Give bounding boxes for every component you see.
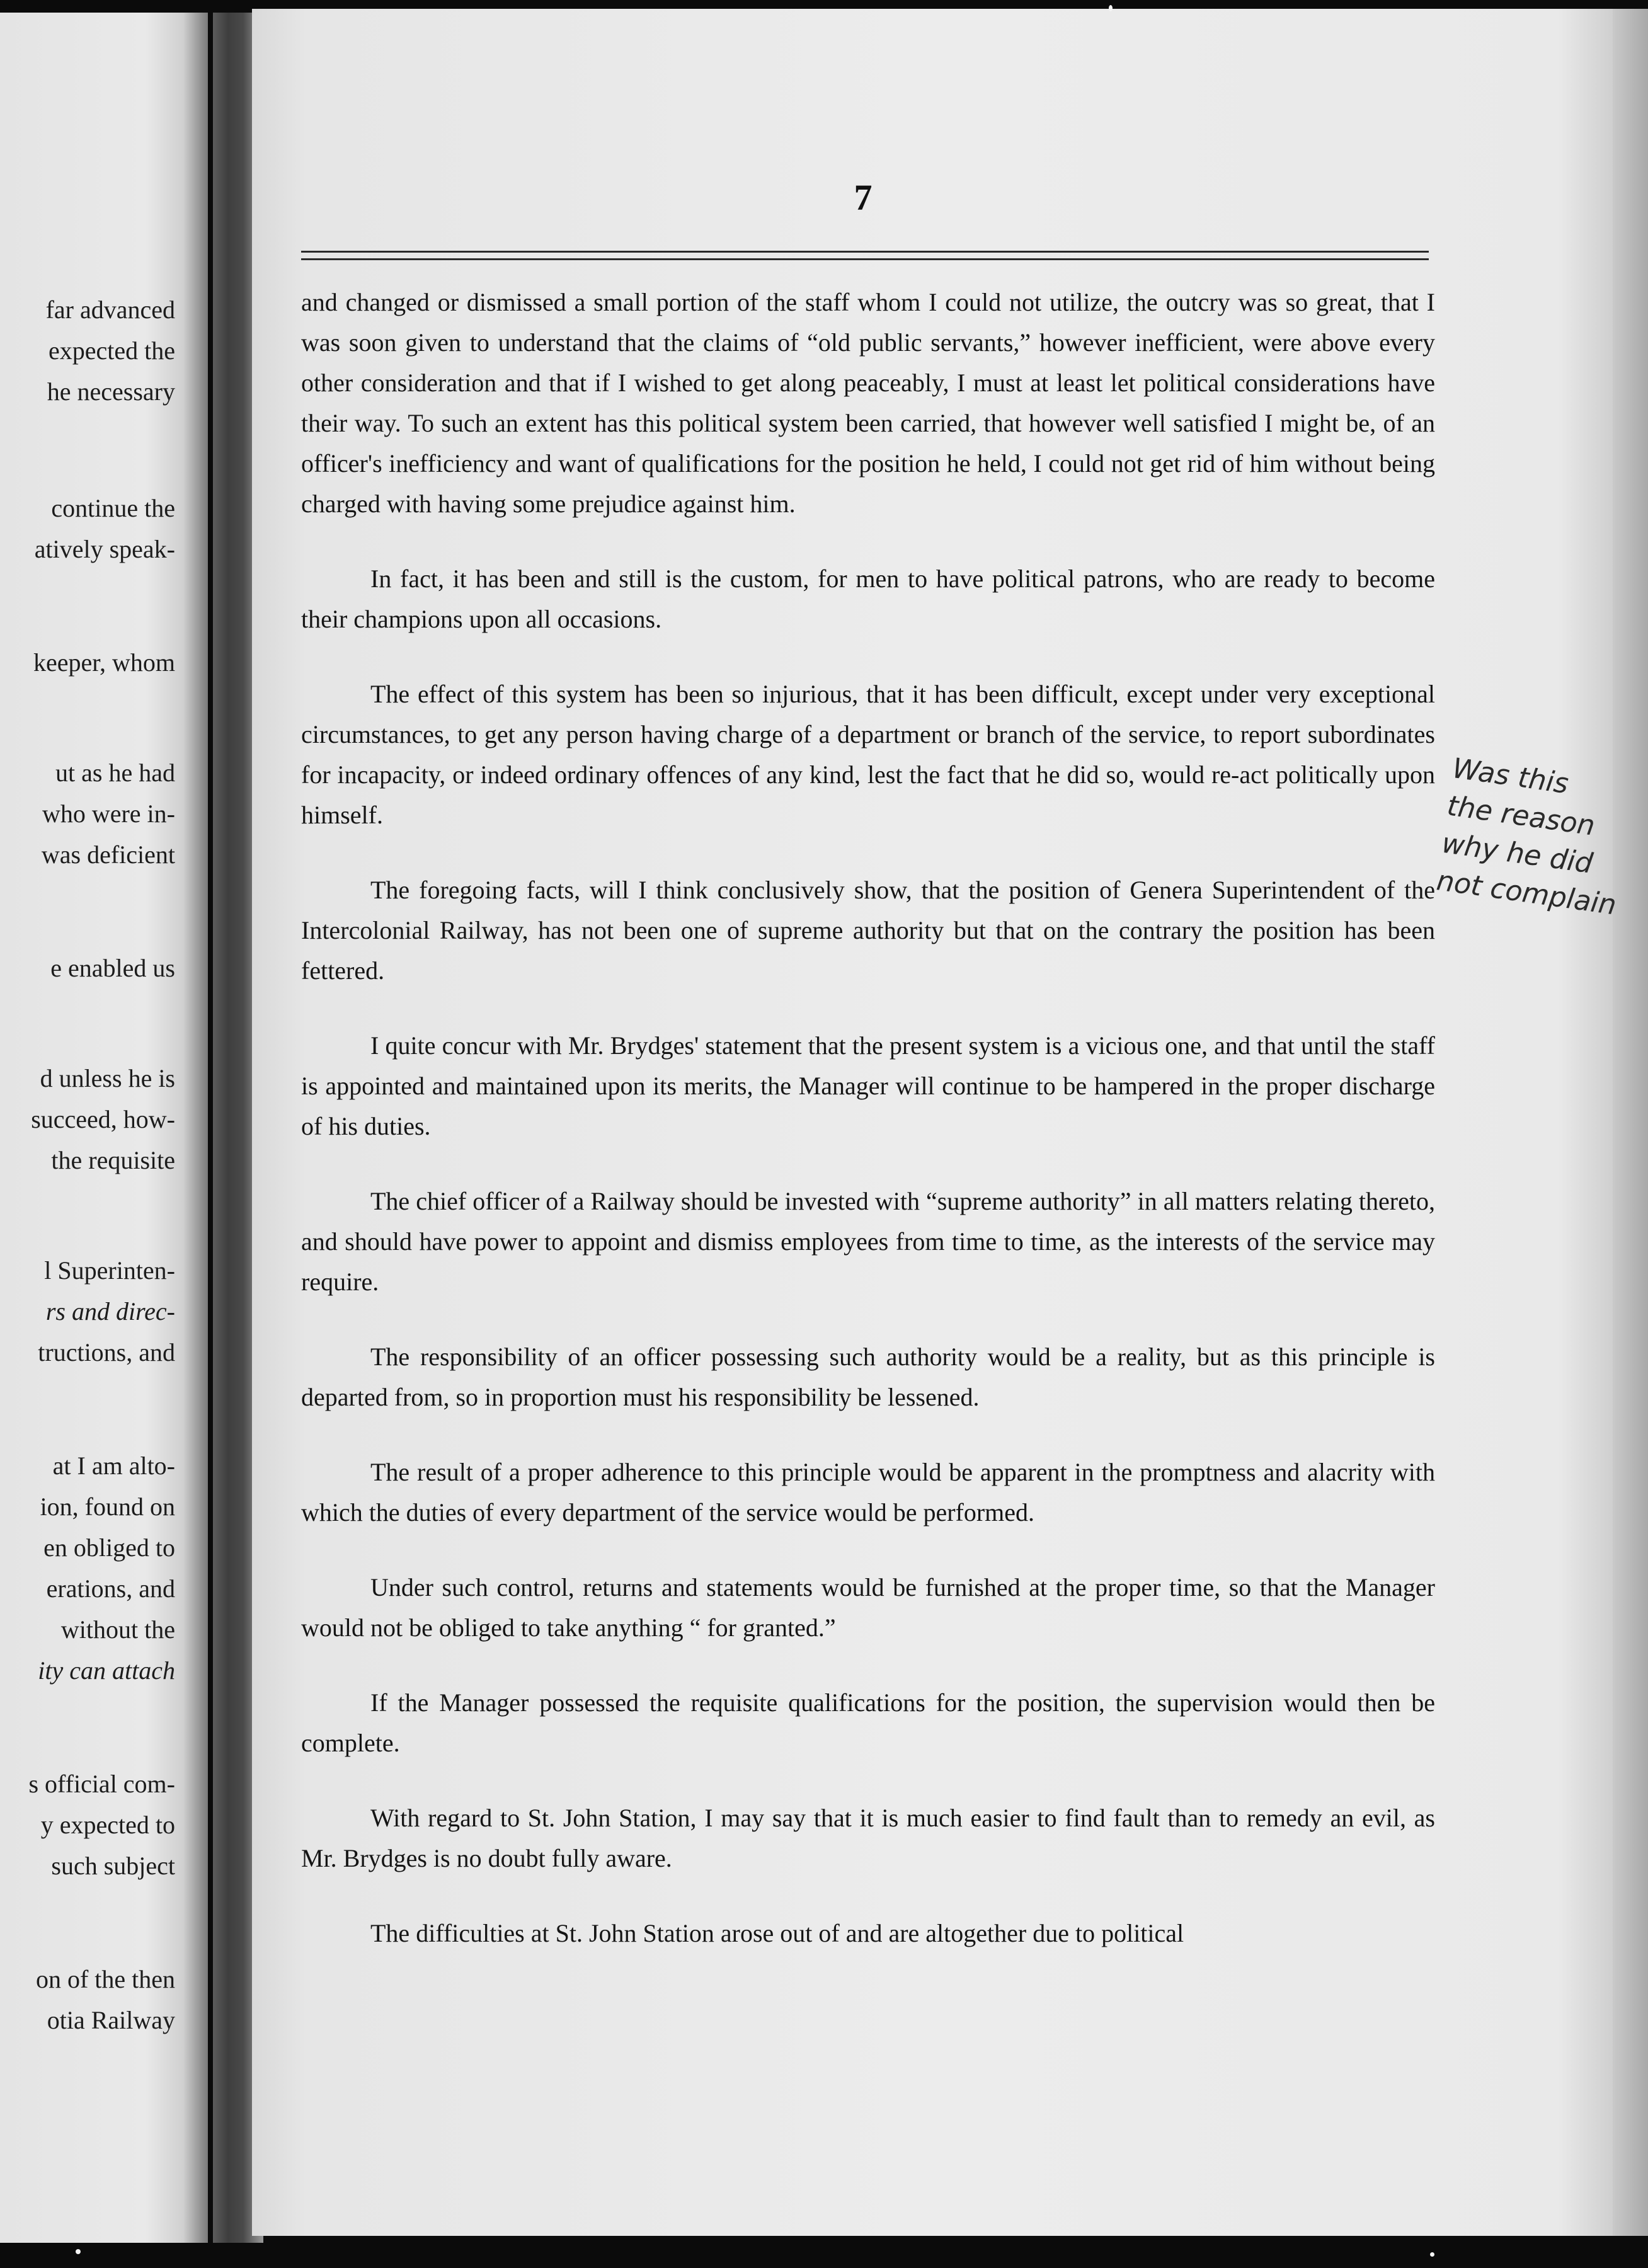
annotation-line: why he did bbox=[1439, 827, 1595, 880]
paragraph: The result of a proper adherence to this principle would be apparent in the promptness and alacrity with which the duties of every department of the service would be performed. bbox=[301, 1458, 1435, 1526]
speck bbox=[1109, 5, 1113, 11]
paragraph: The responsibility of an officer possessing such authority would be a reality, but as this principle is departed from, so in proportion must his responsibility be lessened. bbox=[301, 1343, 1435, 1411]
speck bbox=[1430, 2252, 1434, 2257]
facing-page-line: ion, found on bbox=[40, 1492, 175, 1521]
page-number: 7 bbox=[854, 177, 873, 218]
facing-page-line: rs and direc- bbox=[45, 1297, 175, 1326]
facing-page-line: far advanced bbox=[45, 295, 175, 324]
paragraph: The difficulties at St. John Station arose out of and are altogether due to political bbox=[370, 1919, 1184, 1947]
facing-page-line: s official com- bbox=[28, 1770, 175, 1798]
facing-page-line: expected the bbox=[49, 336, 175, 365]
facing-page-line: otia Railway bbox=[47, 2006, 175, 2034]
facing-page-line: who were in- bbox=[42, 799, 175, 828]
facing-page-line: on of the then bbox=[35, 1965, 175, 1993]
body-text bbox=[301, 282, 1435, 1988]
facing-page-line: tructions, and bbox=[38, 1338, 175, 1366]
facing-page-line: keeper, whom bbox=[33, 648, 175, 677]
facing-page-line: atively speak- bbox=[34, 535, 175, 563]
paragraph: I quite concur with Mr. Brydges' statement that the present system is a vicious one, and that until the staff is appointed and maintained upon its merits, the Manager will continue to be hampered in the proper discharge of his duties. bbox=[301, 1031, 1435, 1140]
paragraph: The foregoing facts, will I think conclusively show, that the position of Genera Superintendent of the Intercolonial Railway, has not been one of supreme authority but that on the contrary the position has been fettered. bbox=[301, 876, 1435, 985]
paragraph: If the Manager possessed the requisite qualifications for the position, the supervision would then be complete. bbox=[301, 1688, 1435, 1757]
facing-page-line: succeed, how- bbox=[31, 1105, 175, 1133]
facing-page-line: was deficient bbox=[41, 840, 175, 869]
page-edge bbox=[1613, 9, 1648, 2236]
speck bbox=[76, 2249, 81, 2254]
handwritten-annotation bbox=[1434, 750, 1648, 927]
header-rule-top bbox=[301, 251, 1429, 253]
facing-page-line: erations, and bbox=[46, 1574, 175, 1603]
header-rule-bottom bbox=[301, 258, 1429, 260]
facing-page-line: such subject bbox=[51, 1852, 175, 1880]
annotation-line: not complain bbox=[1434, 864, 1618, 922]
annotation-line: the reason bbox=[1445, 789, 1597, 842]
annotation-line: Was this bbox=[1450, 752, 1571, 801]
facing-page-line: l Superinten- bbox=[44, 1256, 175, 1285]
facing-page-line: at I am alto- bbox=[52, 1452, 175, 1480]
facing-page-line: e enabled us bbox=[50, 954, 175, 982]
facing-page-line: y expected to bbox=[40, 1811, 175, 1839]
facing-page-left bbox=[0, 13, 208, 2243]
facing-page-line: the requisite bbox=[51, 1146, 175, 1174]
facing-page-line: ity can attach bbox=[38, 1656, 175, 1685]
paragraph: Under such control, returns and statements would be furnished at the proper time, so that the Manager would not be obliged to take anything “ for granted.” bbox=[301, 1573, 1435, 1642]
facing-page-line: ut as he had bbox=[55, 759, 175, 787]
paragraph: and changed or dismissed a small portion of the staff whom I could not utilize, the outcry was so great, that I was soon given to understand that the claims of “old public servants,” however inefficient, were above every other consideration and that if I wished to get along peaceably, I must at least let political considerations have their way. To such an extent has this political system been carried, that however well satisfied I might be, of an officer's inefficiency and want of qualifications for the position he held, I could not get rid of him without being charged with having some prejudice against him. bbox=[301, 288, 1435, 518]
facing-page-line: en obliged to bbox=[43, 1533, 175, 1562]
facing-page-line: d unless he is bbox=[40, 1064, 175, 1092]
paragraph: The effect of this system has been so injurious, that it has been difficult, except under very exceptional circumstances, to get any person having charge of a department or branch of the service, to report subordinates for incapacity, or indeed ordinary offences of any kind, lest the fact that he did so, would re-act politically upon himself. bbox=[301, 680, 1435, 829]
paragraph: With regard to St. John Station, I may say that it is much easier to find fault than to remedy an evil, as Mr. Brydges is no doubt fully aware. bbox=[301, 1804, 1435, 1872]
paragraph: In fact, it has been and still is the custom, for men to have political patrons, who are ready to become their champions upon all occasions. bbox=[301, 564, 1435, 633]
facing-page-line: without the bbox=[60, 1615, 175, 1644]
facing-page-line: he necessary bbox=[47, 377, 175, 406]
paragraph: The chief officer of a Railway should be invested with “supreme authority” in all matters relating thereto, and should have power to appoint and dismiss employees from time to time, as the interests of the service may require. bbox=[301, 1187, 1435, 1296]
facing-page-line: continue the bbox=[51, 494, 175, 522]
